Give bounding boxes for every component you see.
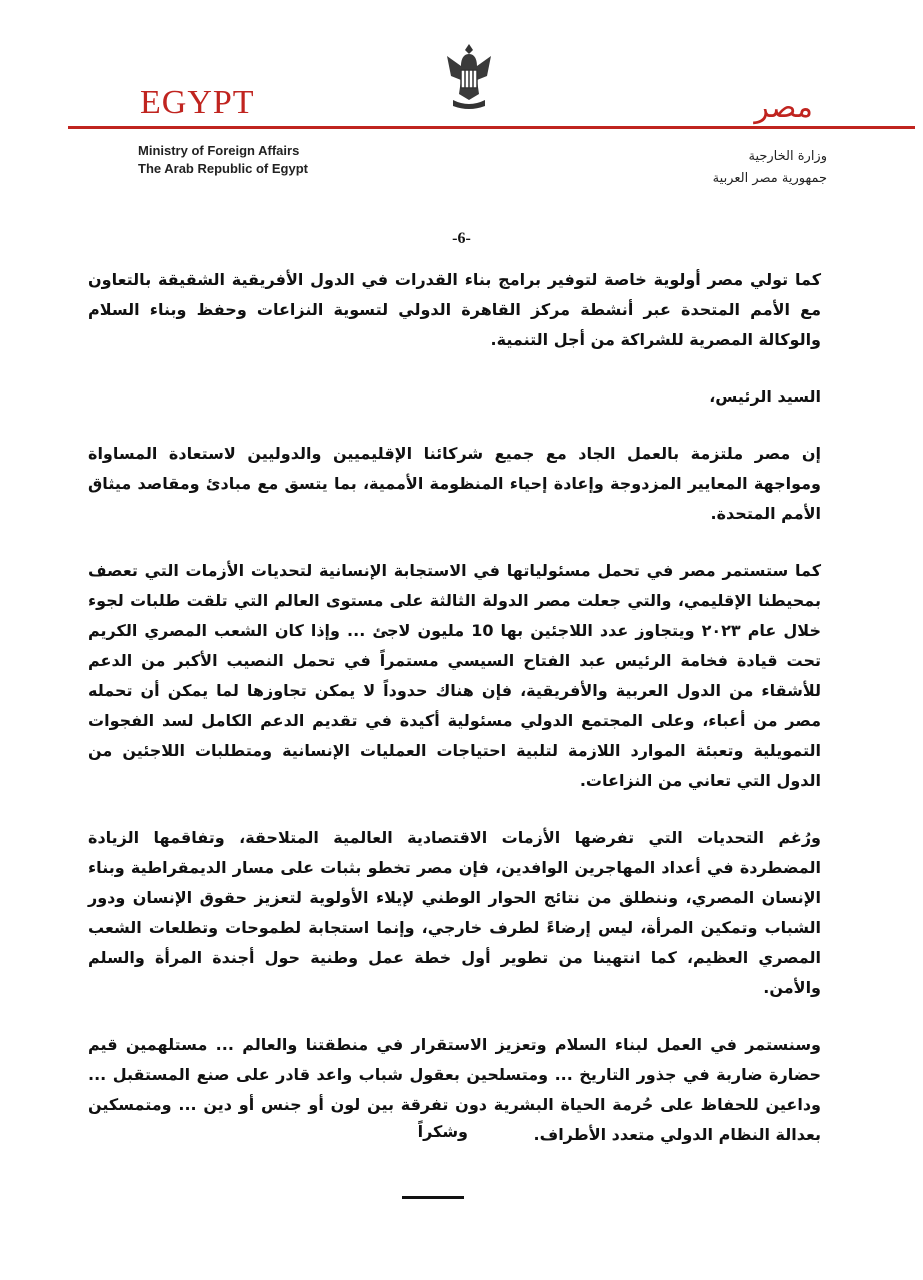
paragraph-peace: وسنستمر في العمل لبناء السلام وتعزيز الاستقرار في منطقتنا والعالم ... مستلهمين قيم حضارة ضاربة في جذور التاريخ ... ومتسلحين بعقول شباب واعد قادر على صنع المستقبل ... وداعين للحفاظ على حُرمة الحياة البشرية دون تفرقة بين لون أو جنس أو دين ... ومتمسكين بعدالة النظام الدولي متعدد الأطراف. — [88, 1035, 821, 1144]
end-divider — [402, 1196, 464, 1199]
paragraph-commitment: إن مصر ملتزمة بالعمل الجاد مع جميع شركائنا الإقليميين والدوليين لاستعادة المساواة ومواجهة المعايير المزدوجة وإعادة إحياء المنظومة الأممية، بما يتسق مع مبادئ ومقاصد ميثاق الأمم المتحدة. — [88, 444, 821, 523]
closing-thanks: وشكراً — [417, 1122, 468, 1141]
brand-arabic: مصر — [754, 90, 813, 125]
brand-english: EGYPT — [140, 84, 255, 121]
page-number: -6- — [452, 230, 471, 247]
ministry-arabic — [713, 146, 827, 190]
republic-name-ar: جمهورية مصر العربية — [712, 171, 827, 186]
paragraph-capacity-building: كما تولي مصر أولوية خاصة لتوفير برامج بناء القدرات في الدول الأفريقية الشقيقة بالتعاون مع الأمم المتحدة عبر أنشطة مركز القاهرة الدولي لتسوية النزاعات وحفظ وبناء السلام والوكالة المصرية للشراكة من أجل التنمية. — [88, 270, 821, 349]
salutation: السيد الرئيس، — [709, 387, 821, 406]
paragraph-humanitarian: كما ستستمر مصر في تحمل مسئولياتها في الاستجابة الإنسانية لتحديات الأزمات التي تعصف بمحيطنا الإقليمي، والتي جعلت مصر الدولة الثالثة على مستوى العالم التي تلقت طلبات لجوء خلال عام ٢٠٢٣ ويتجاوز عدد اللاجئين بها 10 مليون لاجئ ... وإذا كان الشعب المصري الكريم تحت قيادة فخامة الرئيس عبد الفتاح السيسي مستمراً في تحمل النصيب الأكبر من الدعم للأشقاء من الدول العربية والأفريقية، فإن هناك حدوداً لا يمكن تجاوزها لما يمكن أن تحمله مصر من أعباء، وعلى المجتمع الدولي مسئولية أكيدة في تقديم الدعم الكامل لسد الفجوات التمويلية وتعبئة الموارد اللازمة لتلبية احتياجات العمليات الإنسانية ومتطلبات اللاجئين من الدول التي تعاني من النزاعات. — [88, 561, 821, 790]
ministry-name-en: Ministry of Foreign Affairs — [138, 143, 300, 158]
header-rule — [68, 126, 915, 129]
ministry-name-ar: وزارة الخارجية — [748, 149, 827, 164]
ministry-english — [138, 142, 308, 178]
letter-body — [88, 265, 821, 1177]
eagle-emblem-icon — [443, 40, 495, 110]
republic-name-en: The Arab Republic of Egypt — [138, 161, 308, 176]
paragraph-challenges: ورُغم التحديات التي تفرضها الأزمات الاقتصادية العالمية المتلاحقة، وتفاقمها الزيادة المضطردة في أعداد المهاجرين الوافدين، فإن مصر تخطو بثبات على مسار الديمقراطية وبناء الإنسان المصري، وننطلق من نتائج الحوار الوطني لإيلاء الأولوية لتعزيز حقوق الإنسان ودور الشباب وتمكين المرأة، ليس إرضاءً لطرف خارجي، وإنما استجابة لطموحات وتطلعات الشعب المصري العظيم، كما انتهينا من تطوير أول خطة عمل وطنية حول أجندة المرأة والسلم والأمن. — [88, 828, 821, 997]
